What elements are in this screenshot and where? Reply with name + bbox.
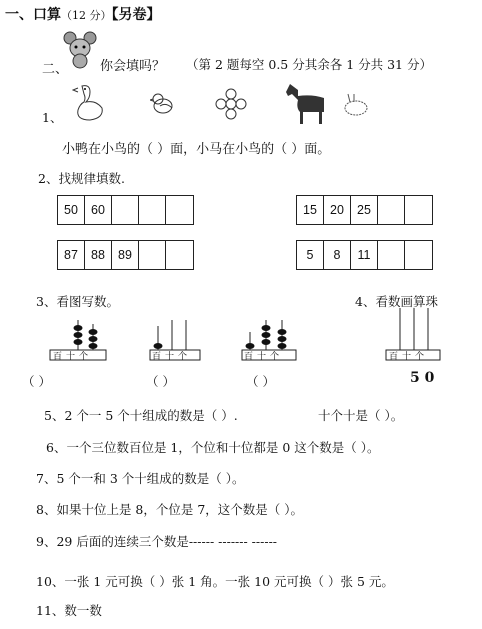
sequence-cell: 25 bbox=[351, 196, 378, 224]
section2-label: 二、 bbox=[42, 62, 69, 77]
sequence-blank[interactable] bbox=[405, 241, 432, 269]
sequence-cell: 20 bbox=[324, 196, 351, 224]
sequence-blank[interactable] bbox=[405, 196, 432, 224]
sequence-cell: 15 bbox=[297, 196, 324, 224]
q11-text: 11、数一数 bbox=[36, 603, 102, 618]
q10-text: 10、一张 1 元可换（ ）张 1 角。一张 10 元可换（ ）张 5 元。 bbox=[36, 574, 394, 589]
q1-text: 小鸭在小鸟的（ ）面，小马在小鸟的（ ）面。 bbox=[62, 142, 331, 157]
sequence-cell: 87 bbox=[58, 241, 85, 269]
sequence-blank[interactable] bbox=[139, 196, 166, 224]
q6-text: 6、一个三位数百位是 1，个位和十位都是 0 这个数是（ ）。 bbox=[46, 440, 380, 455]
sequence-cell: 11 bbox=[351, 241, 378, 269]
sequence-cell: 60 bbox=[85, 196, 112, 224]
section2-note: （第 2 题每空 0.5 分其余各 1 分共 31 分） bbox=[186, 57, 432, 72]
sequence-cell: 88 bbox=[85, 241, 112, 269]
q8-text: 8、如果十位上是 8，个位是 7，这个数是（ ）。 bbox=[36, 502, 304, 517]
answer-blank-2[interactable]: （ ） bbox=[146, 374, 175, 389]
place-labels-2: 百十个 bbox=[152, 352, 192, 362]
sequence-row-4 bbox=[296, 240, 433, 270]
place-labels-4: 百十个 bbox=[389, 352, 429, 362]
sequence-blank[interactable] bbox=[166, 196, 193, 224]
bird-icon bbox=[150, 90, 176, 118]
sequence-cell: 50 bbox=[58, 196, 85, 224]
place-labels-1: 百十个 bbox=[53, 352, 93, 362]
q5-part-a: 5、2 个一 5 个十组成的数是（ ）. bbox=[44, 408, 238, 423]
sequence-blank[interactable] bbox=[112, 196, 139, 224]
q7-text: 7、5 个一和 3 个十组成的数是（ ）。 bbox=[36, 471, 245, 486]
q1-number: 1、 bbox=[42, 110, 63, 125]
rabbit-icon bbox=[342, 92, 370, 116]
section1-title: 一、口算（12 分）【另卷】 bbox=[5, 7, 161, 23]
sequence-cell: 5 bbox=[297, 241, 324, 269]
place-labels-3: 百十个 bbox=[244, 352, 284, 362]
q4-label: 4、看数画算珠 bbox=[355, 294, 438, 309]
sequence-row-3 bbox=[57, 240, 194, 270]
sequence-blank[interactable] bbox=[166, 241, 193, 269]
flower-icon bbox=[215, 88, 247, 120]
section2-title: 你会填吗？ bbox=[100, 59, 166, 74]
horse-icon bbox=[282, 80, 332, 126]
q2-label: 2、找规律填数. bbox=[38, 171, 125, 186]
answer-blank-3[interactable]: （ ） bbox=[246, 374, 275, 389]
sequence-blank[interactable] bbox=[378, 196, 405, 224]
q9-text: 9、29 后面的连续三个数是------ ------- ------ bbox=[36, 534, 278, 549]
sequence-blank[interactable] bbox=[378, 241, 405, 269]
answer-blank-1[interactable]: （ ） bbox=[22, 374, 51, 389]
sequence-blank[interactable] bbox=[139, 241, 166, 269]
sequence-cell: 89 bbox=[112, 241, 139, 269]
sequence-row-1 bbox=[57, 195, 194, 225]
mouse-icon bbox=[62, 30, 98, 70]
sequence-cell: 8 bbox=[324, 241, 351, 269]
sequence-row-2 bbox=[296, 195, 433, 225]
q4-number: 5 0 bbox=[410, 370, 435, 386]
duck-icon bbox=[72, 82, 108, 122]
q3-label: 3、看图写数。 bbox=[36, 294, 119, 309]
q5-part-b: 十个十是（ ）。 bbox=[318, 408, 404, 423]
